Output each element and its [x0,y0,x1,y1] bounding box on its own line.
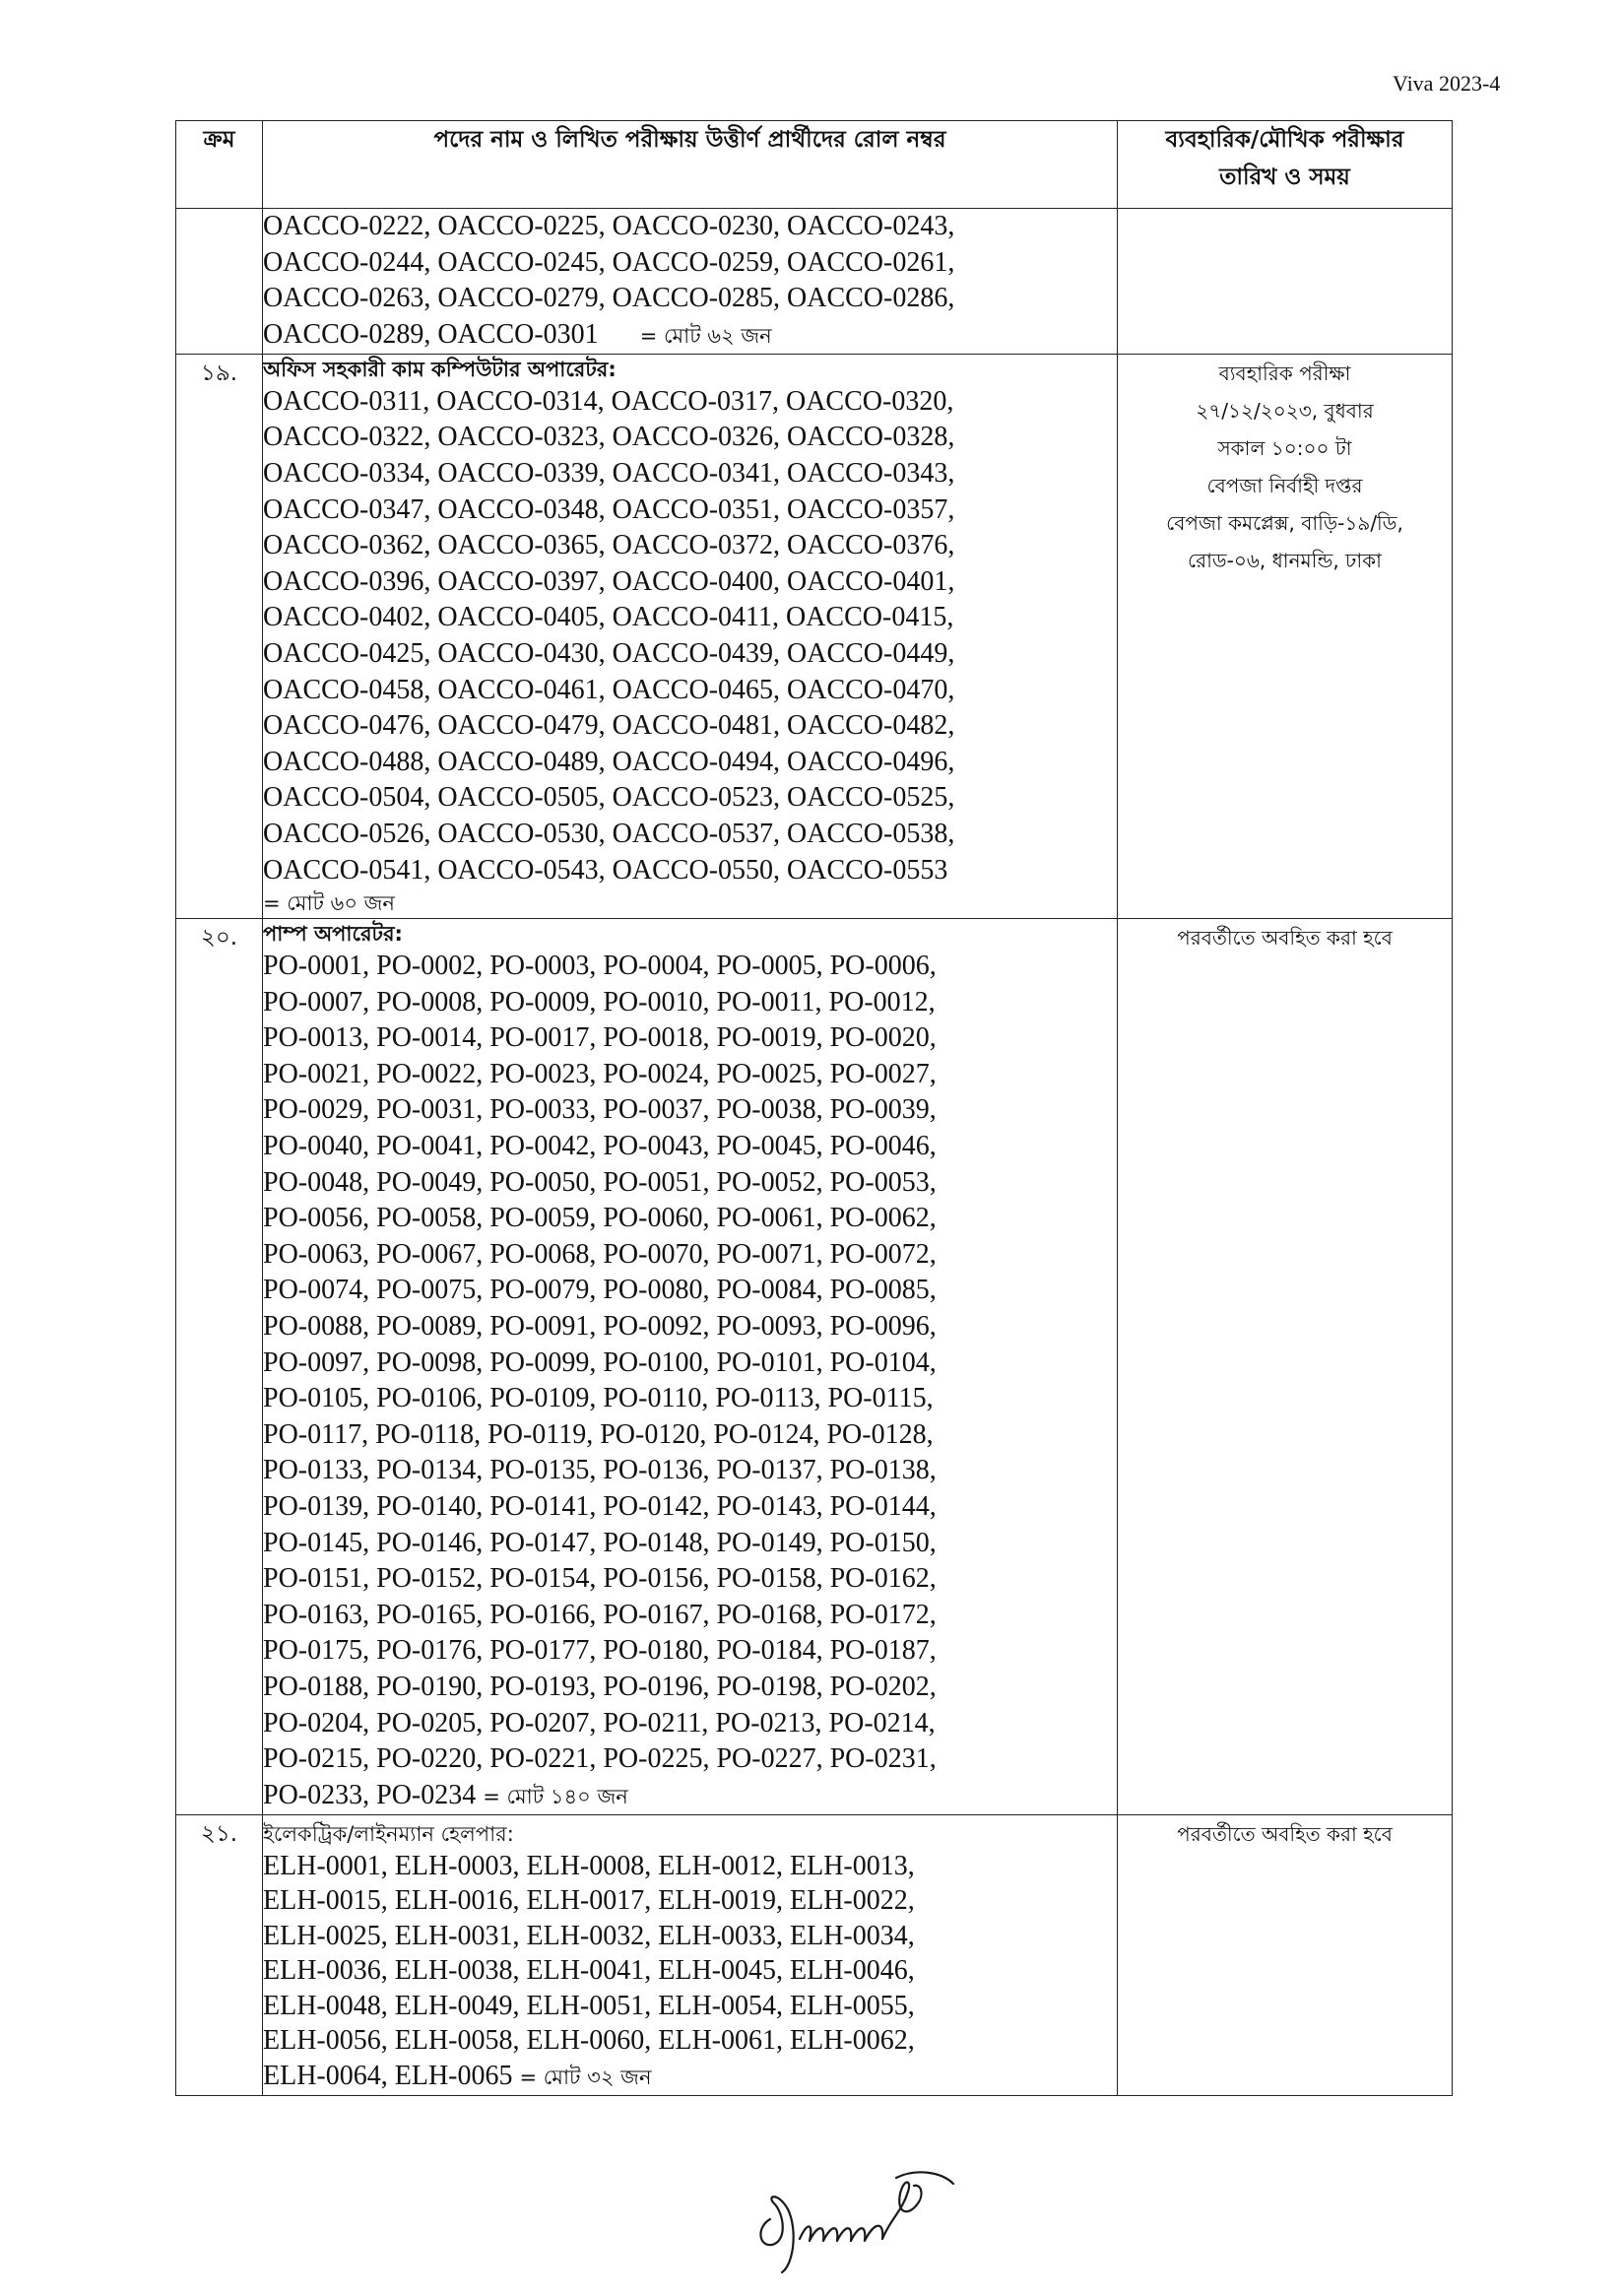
roll-line: OACCO-0396, OACCO-0397, OACCO-0400, OACCO-0401, [263,565,955,597]
signature [748,2162,1005,2280]
roll-line: ELH-0056, ELH-0058, ELH-0060, ELH-0061, ELH-0062, [263,2025,915,2057]
table-row [176,209,1453,355]
roll-line: PO-0013, PO-0014, PO-0017, PO-0018, PO-0019, PO-0020, [263,1022,937,1054]
header-serial: ক্রম [176,121,263,209]
header-date-line-2: তারিখ ও সময় [1219,164,1350,190]
roll-last-line [263,317,1117,354]
roll-line: PO-0139, PO-0140, PO-0141, PO-0142, PO-0143, PO-0144, [263,1491,937,1522]
roll-line: OACCO-0222, OACCO-0225, OACCO-0230, OACCO-0243, [263,211,955,241]
header-date [1118,121,1453,209]
roll-line: ELH-0001, ELH-0003, ELH-0008, ELH-0012, ELH-0013, [263,1850,915,1881]
roll-last-line [263,2059,1117,2095]
roll-line: PO-0151, PO-0152, PO-0154, PO-0156, PO-0158, PO-0162, [263,1563,937,1595]
post-title: পাম্প অপারেটর: [263,922,403,947]
schedule-cell [1118,919,1453,1815]
document-code: Viva 2023-4 [1393,71,1501,96]
roll-line: PO-0001, PO-0002, PO-0003, PO-0004, PO-0005, PO-0006, [263,951,937,982]
schedule-line: পরবর্তীতে অবহিত করা হবে [1177,1821,1393,1846]
roll-line: PO-0088, PO-0089, PO-0091, PO-0092, PO-0093, PO-0096, [263,1311,937,1343]
roll-line: ELH-0036, ELH-0038, ELH-0041, ELH-0045, ELH-0046, [263,1955,915,1987]
schedule-line: সকাল ১০:০০ টা [1217,435,1352,460]
roll-numbers-cell [263,919,1118,1815]
roll-line: OACCO-0334, OACCO-0339, OACCO-0341, OACCO-0343, [263,457,955,489]
row-total: = মোট ১৪০ জন [483,1784,628,1808]
roll-last-ids: ELH-0064, ELH-0065 [263,2060,513,2091]
roll-line: OACCO-0488, OACCO-0489, OACCO-0494, OACCO-0496, [263,746,955,777]
row-serial: ১৯. [176,354,263,918]
roll-line: PO-0007, PO-0008, PO-0009, PO-0010, PO-0011, PO-0012, [263,986,936,1017]
roll-line: PO-0215, PO-0220, PO-0221, PO-0225, PO-0227, PO-0231, [263,1743,937,1775]
schedule-line: ব্যবহারিক পরীক্ষা [1218,361,1351,385]
roll-line: OACCO-0402, OACCO-0405, OACCO-0411, OACCO-0415, [263,602,954,633]
roll-line: OACCO-0311, OACCO-0314, OACCO-0317, OACCO-0320, [263,385,954,417]
roll-line: PO-0163, PO-0165, PO-0166, PO-0167, PO-0168, PO-0172, [263,1599,937,1630]
schedule-line: পরবর্তীতে অবহিত করা হবে [1177,926,1393,951]
schedule-cell [1118,1814,1453,2095]
roll-line: OACCO-0244, OACCO-0245, OACCO-0259, OACCO-0261, [263,246,955,278]
roll-line: PO-0063, PO-0067, PO-0068, PO-0070, PO-0071, PO-0072, [263,1238,937,1270]
roll-line: PO-0175, PO-0176, PO-0177, PO-0180, PO-0184, PO-0187, [263,1635,937,1667]
schedule-line: ২৭/১২/২০২৩, বুধবার [1196,398,1374,423]
schedule-line: রোড-০৬, ধানমন্ডি, ঢাকা [1188,548,1382,572]
row-serial [176,209,263,355]
schedule-line: বেপজা নির্বাহী দপ্তর [1206,473,1363,497]
roll-line: PO-0029, PO-0031, PO-0033, PO-0037, PO-0038, PO-0039, [263,1094,937,1126]
roll-numbers-cell [263,354,1118,918]
table-row [176,354,1453,918]
roll-line: OACCO-0526, OACCO-0530, OACCO-0537, OACCO-0538, [263,818,955,849]
roll-numbers-cell [263,209,1118,355]
roll-line: PO-0145, PO-0146, PO-0147, PO-0148, PO-0149, PO-0150, [263,1527,937,1558]
roll-line: PO-0056, PO-0058, PO-0059, PO-0060, PO-0061, PO-0062, [263,1203,937,1234]
roll-line: ELH-0025, ELH-0031, ELH-0032, ELH-0033, ELH-0034, [263,1920,915,1951]
roll-line: PO-0204, PO-0205, PO-0207, PO-0211, PO-0213, PO-0214, [263,1707,936,1738]
roll-last-ids: PO-0233, PO-0234 [263,1779,477,1810]
roll-line: PO-0097, PO-0098, PO-0099, PO-0100, PO-0101, PO-0104, [263,1346,937,1378]
row-total: = মোট ৬২ জন [639,323,772,348]
table-row [176,1814,1453,2095]
row-serial: ২০. [176,919,263,1815]
roll-line: OACCO-0458, OACCO-0461, OACCO-0465, OACCO-0470, [263,674,955,705]
roll-line: OACCO-0476, OACCO-0479, OACCO-0481, OACCO-0482, [263,710,955,742]
roll-last-ids: OACCO-0289, OACCO-0301 [263,318,599,350]
header-date-line-1: ব্যবহারিক/মৌখিক পরীক্ষার [1165,127,1404,153]
roll-line: OACCO-0322, OACCO-0323, OACCO-0326, OACCO-0328, [263,422,955,453]
row-total: = মোট ৬০ জন [263,891,395,916]
roll-line: PO-0117, PO-0118, PO-0119, PO-0120, PO-0124, PO-0128, [263,1418,934,1450]
roll-line: OACCO-0263, OACCO-0279, OACCO-0285, OACCO-0286, [263,283,955,314]
roll-line: PO-0048, PO-0049, PO-0050, PO-0051, PO-0052, PO-0053, [263,1166,937,1198]
roll-line: OACCO-0347, OACCO-0348, OACCO-0351, OACCO-0357, [263,493,955,525]
roll-numbers-cell [263,1814,1118,2095]
roll-line: OACCO-0541, OACCO-0543, OACCO-0550, OACCO-0553 [263,854,948,886]
roll-line: ELH-0048, ELH-0049, ELH-0051, ELH-0054, ELH-0055, [263,1990,915,2021]
roll-line: PO-0021, PO-0022, PO-0023, PO-0024, PO-0025, PO-0027, [263,1058,937,1089]
schedule-cell [1118,209,1453,355]
roll-line: OACCO-0504, OACCO-0505, OACCO-0523, OACCO-0525, [263,782,955,814]
roll-line: PO-0105, PO-0106, PO-0109, PO-0110, PO-0113, PO-0115, [263,1383,934,1414]
roll-last-line [263,1778,1117,1814]
post-title: ইলেকট্রিক/লাইনম্যান হেলপার: [263,1821,514,1846]
roll-line: OACCO-0425, OACCO-0430, OACCO-0439, OACCO-0449, [263,637,955,669]
roll-line: PO-0133, PO-0134, PO-0135, PO-0136, PO-0137, PO-0138, [263,1455,937,1486]
row-total: = মোট ৩২ জন [519,2065,652,2089]
table-row [176,919,1453,1815]
roll-line: OACCO-0362, OACCO-0365, OACCO-0372, OACCO-0376, [263,530,955,561]
roll-line: PO-0188, PO-0190, PO-0193, PO-0196, PO-0198, PO-0202, [263,1671,937,1702]
roll-line: ELH-0015, ELH-0016, ELH-0017, ELH-0019, ELH-0022, [263,1885,915,1917]
table-header-row [176,121,1453,209]
results-table [175,120,1453,2096]
row-serial: ২১. [176,1814,263,2095]
header-names: পদের নাম ও লিখিত পরীক্ষায় উত্তীর্ণ প্রার্থীদের রোল নম্বর [263,121,1118,209]
schedule-cell [1118,354,1453,918]
post-title: অফিস সহকারী কাম কম্পিউটার অপারেটর: [263,357,617,381]
roll-line: PO-0040, PO-0041, PO-0042, PO-0043, PO-0045, PO-0046, [263,1131,937,1162]
schedule-line: বেপজা কমপ্লেক্স, বাড়ি-১৯/ডি, [1166,510,1403,535]
roll-line: PO-0074, PO-0075, PO-0079, PO-0080, PO-0084, PO-0085, [263,1275,937,1306]
